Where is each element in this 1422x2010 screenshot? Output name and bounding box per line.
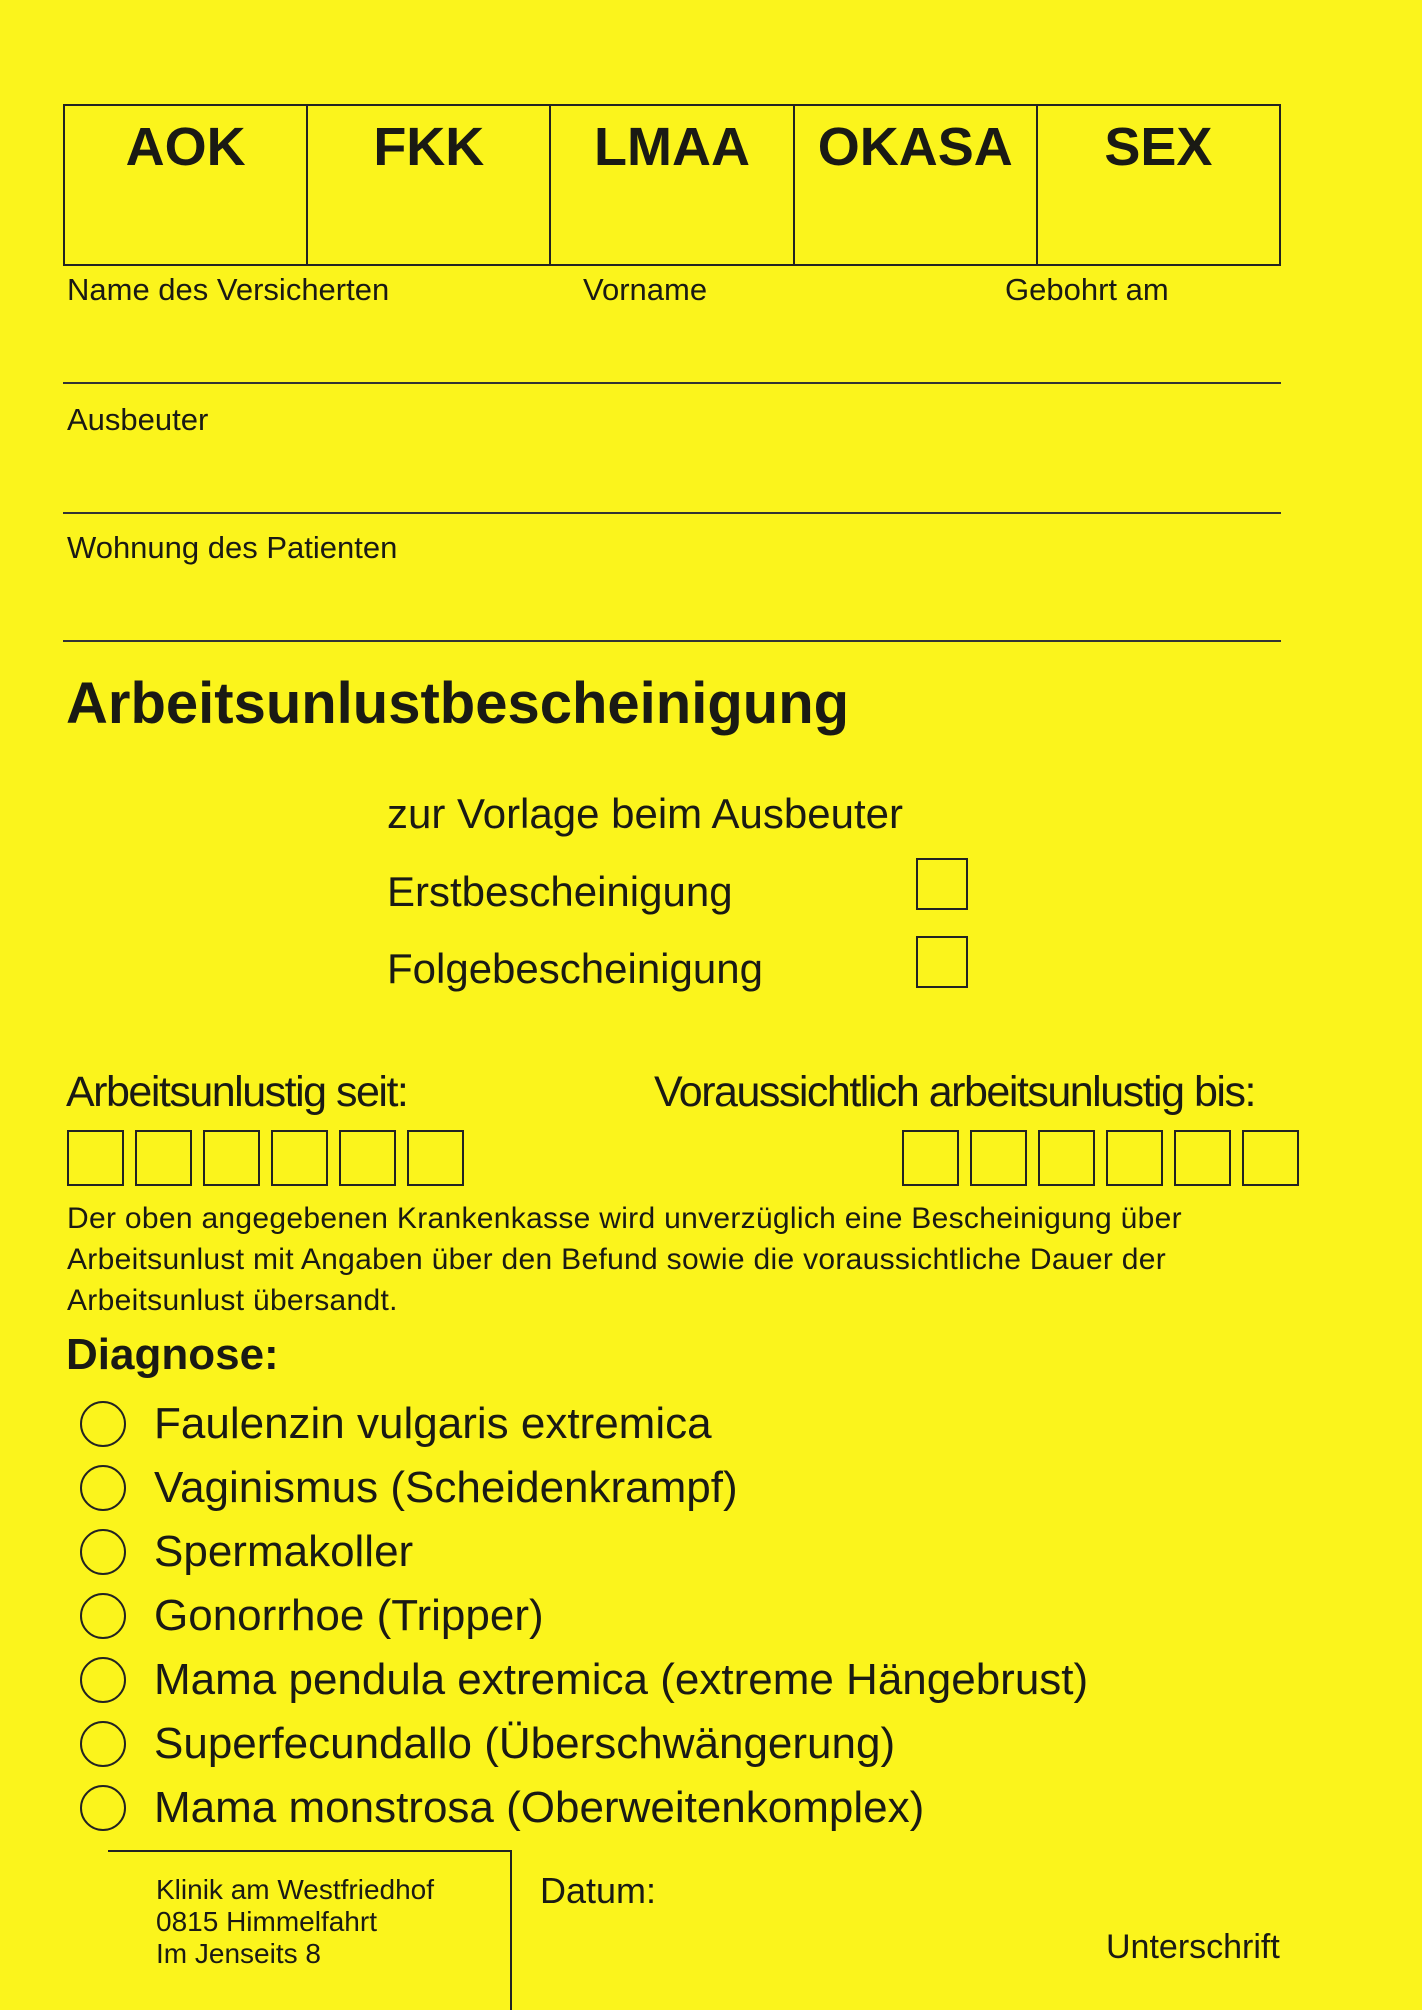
employer-field-line[interactable]: [63, 512, 1281, 514]
diagnosis-label: Superfecundallo (Überschwängerung): [154, 1719, 896, 1768]
diagnosis-option[interactable]: [80, 1520, 1088, 1584]
radio-circle-icon[interactable]: [80, 1401, 126, 1447]
insurer-box-aok[interactable]: AOK: [65, 106, 308, 264]
since-date-digit[interactable]: [271, 1130, 328, 1186]
radio-circle-icon[interactable]: [80, 1721, 126, 1767]
until-date-digit[interactable]: [1174, 1130, 1231, 1186]
since-date-digit[interactable]: [339, 1130, 396, 1186]
diagnosis-label: Vaginismus (Scheidenkrampf): [154, 1463, 738, 1512]
insurer-box-okasa[interactable]: OKASA: [795, 106, 1038, 264]
until-date-digit[interactable]: [1106, 1130, 1163, 1186]
radio-circle-icon[interactable]: [80, 1529, 126, 1575]
diagnosis-label: Spermakoller: [154, 1527, 414, 1576]
until-date-boxes: [902, 1130, 1299, 1186]
employer-label: Ausbeuter: [67, 402, 209, 437]
date-label[interactable]: Datum:: [540, 1870, 657, 1911]
diagnosis-label: Mama pendula extremica (extreme Hängebrust): [154, 1655, 1089, 1704]
notice-text: [67, 1198, 1297, 1321]
insured-name-label: Name des Versicherten: [67, 272, 390, 307]
diagnosis-heading: Diagnose:: [66, 1330, 279, 1379]
since-date-digit[interactable]: [135, 1130, 192, 1186]
diagnosis-label: Mama monstrosa (Oberweitenkomplex): [154, 1783, 925, 1832]
radio-circle-icon[interactable]: [80, 1657, 126, 1703]
since-date-digit[interactable]: [67, 1130, 124, 1186]
diagnosis-option[interactable]: [80, 1584, 1088, 1648]
name-field-line[interactable]: [63, 382, 1281, 384]
first-name-label: Vorname: [583, 272, 708, 307]
until-date-digit[interactable]: [1038, 1130, 1095, 1186]
clinic-name: Klinik am Westfriedhof: [156, 1874, 435, 1905]
clinic-city: 0815 Himmelfahrt: [156, 1906, 377, 1937]
since-date-boxes: [67, 1130, 464, 1186]
notice-line: Der oben angegebenen Krankenkasse wird unverzüglich eine Bescheinigung über: [67, 1202, 1182, 1235]
address-label: Wohnung des Patienten: [67, 530, 398, 565]
insurer-boxes: [63, 104, 1281, 266]
first-certificate-label: Erstbescheinigung: [387, 868, 733, 915]
diagnosis-option[interactable]: [80, 1392, 1088, 1456]
until-date-digit[interactable]: [902, 1130, 959, 1186]
radio-circle-icon[interactable]: [80, 1593, 126, 1639]
diagnosis-list: [80, 1392, 1088, 1840]
clinic-street: Im Jenseits 8: [156, 1938, 321, 1969]
follow-certificate-label: Folgebescheinigung: [387, 945, 763, 992]
diagnosis-option[interactable]: [80, 1456, 1088, 1520]
diagnosis-option[interactable]: [80, 1776, 1088, 1840]
unwilling-since-label: Arbeitsunlustig seit:: [66, 1068, 408, 1116]
insurer-box-fkk[interactable]: FKK: [308, 106, 551, 264]
insurer-box-lmaa[interactable]: LMAA: [551, 106, 794, 264]
notice-line: Arbeitsunlust übersandt.: [67, 1284, 398, 1317]
notice-line: Arbeitsunlust mit Angaben über den Befund sowie die voraussichtliche Dauer der: [67, 1243, 1167, 1276]
radio-circle-icon[interactable]: [80, 1465, 126, 1511]
signature-label[interactable]: Unterschrift: [1106, 1928, 1280, 1966]
diagnosis-label: Gonorrhoe (Tripper): [154, 1591, 544, 1640]
form-title: Arbeitsunlustbescheinigung: [66, 671, 850, 736]
since-date-digit[interactable]: [203, 1130, 260, 1186]
clinic-stamp-box: [108, 1850, 512, 2010]
form-subtitle: zur Vorlage beim Ausbeuter: [387, 790, 903, 837]
follow-certificate-checkbox[interactable]: [916, 936, 968, 988]
until-date-digit[interactable]: [1242, 1130, 1299, 1186]
diagnosis-option[interactable]: [80, 1712, 1088, 1776]
since-date-digit[interactable]: [407, 1130, 464, 1186]
diagnosis-label: Faulenzin vulgaris extremica: [154, 1399, 712, 1448]
diagnosis-option[interactable]: [80, 1648, 1088, 1712]
address-field-line[interactable]: [63, 640, 1281, 642]
birth-date-label: Gebohrt am: [1005, 272, 1169, 307]
until-date-digit[interactable]: [970, 1130, 1027, 1186]
unwilling-until-label: Voraussichtlich arbeitsunlustig bis:: [654, 1068, 1255, 1116]
radio-circle-icon[interactable]: [80, 1785, 126, 1831]
insurer-box-sex[interactable]: SEX: [1104, 117, 1213, 177]
first-certificate-checkbox[interactable]: [916, 858, 968, 910]
